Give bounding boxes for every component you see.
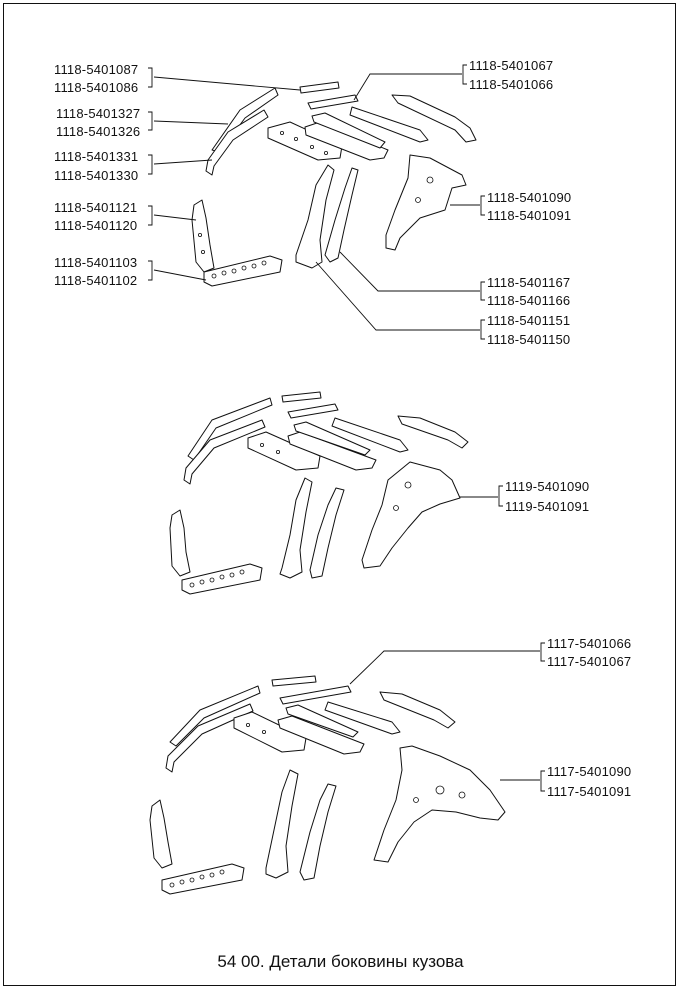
part-number-label: 1118-5401326	[56, 124, 141, 139]
part-roof-rail-rear	[398, 416, 468, 448]
part-number-label: 1117-5401090	[547, 764, 632, 779]
part-sill	[204, 256, 282, 286]
part-number-label: 1118-5401090	[487, 190, 572, 205]
part-number-label: 1118-5401331	[54, 149, 139, 164]
part-roof-strip-small	[300, 82, 339, 93]
part-number-label: 1117-5401091	[547, 784, 632, 799]
part-number-label: 1119-5401090	[505, 479, 590, 494]
part-number-label: 1118-5401330	[54, 168, 139, 183]
group2-parts	[170, 392, 498, 594]
part-rear-quarter	[362, 462, 460, 568]
part-c-pillar	[310, 488, 344, 578]
part-number-label: 1118-5401327	[56, 106, 141, 121]
part-roof-strip-small	[272, 676, 316, 686]
part-roof-rail-front	[308, 95, 358, 109]
part-number-label: 1118-5401166	[487, 293, 571, 308]
part-b-pillar	[266, 770, 298, 878]
part-roof-rail-front	[288, 404, 338, 418]
part-rear-quarter-wagon	[374, 746, 505, 862]
part-roof-rail-front	[280, 686, 351, 704]
part-c-pillar	[300, 784, 336, 880]
part-number-label: 1118-5401087	[54, 62, 139, 77]
part-rear-quarter-inner	[386, 155, 466, 250]
part-number-label: 1118-5401067	[469, 58, 554, 73]
part-number-label: 1117-5401066	[547, 636, 632, 651]
part-roof-strip-small	[282, 392, 321, 402]
part-front-pillar-inner	[170, 510, 190, 576]
group3-parts	[150, 651, 540, 894]
part-number-label: 1118-5401167	[487, 275, 571, 290]
part-number-label: 1118-5401121	[54, 200, 138, 215]
part-number-label: 1117-5401067	[547, 654, 632, 669]
part-number-label: 1118-5401066	[469, 77, 554, 92]
part-b-pillar	[280, 478, 312, 578]
part-number-label: 1118-5401102	[54, 273, 138, 288]
part-number-label: 1118-5401103	[54, 255, 138, 270]
part-front-pillar-inner	[150, 800, 172, 868]
part-number-label: 1118-5401120	[54, 218, 138, 233]
part-number-label: 1118-5401091	[487, 208, 572, 223]
part-front-pillar-inner	[192, 200, 214, 272]
part-number-label: 1119-5401091	[505, 499, 590, 514]
part-number-label: 1118-5401150	[487, 332, 571, 347]
part-number-label: 1118-5401086	[54, 80, 139, 95]
part-number-label: 1118-5401151	[487, 313, 571, 328]
group1-parts	[154, 74, 480, 330]
figure-caption: 54 00. Детали боковины кузова	[217, 952, 464, 971]
